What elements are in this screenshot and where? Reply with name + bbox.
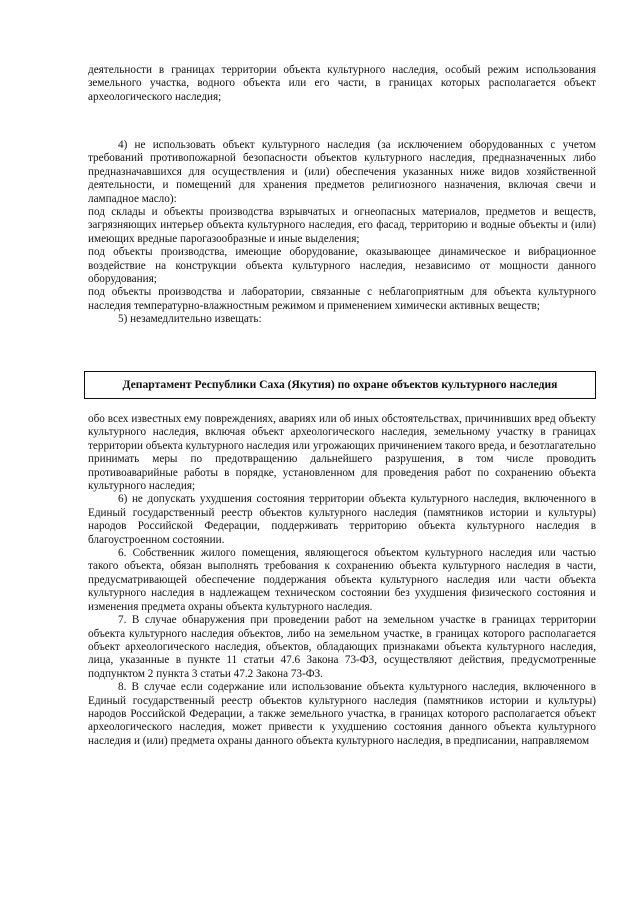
paragraph-point-7: 7. В случае обнаружения при проведении работ на земельном участке в границах территории объекта культурного наследия объектов, либо на земельном участке, в границах которого располагается объект археологического наследия, объектов, обладающих признаками объекта культурного наследия, лица, указанные в пункте 11 статьи 47.6 Закона 73-ФЗ, осуществляют действия, предусмотренные подпунктом 2 пункта 3 статьи 47.2 Закона 73-ФЗ. [88,614,596,680]
paragraph-continuation: деятельности в границах территории объекта культурного наследия, особый режим использования земельного участка, водного объекта или его части, в границах которых располагается объект археологического наследия; [88,64,596,103]
paragraph-item-5-continued: обо всех известных ему повреждениях, авариях или об иных обстоятельствах, причинивших вред объекту культурного наследия, включая объект археологического наследия, земельному участку в границах территории объекта культурного наследия или угрожающих причинением такого вреда, и безотлагательно принимать меры по предотвращению дальнейшего разрушения, в том числе проводить противоаварийные работы в порядке, установленном для проведения работ по сохранению объекта культурного наследия; [88,413,596,493]
authority-name-box: Департамент Республики Саха (Якутия) по охране объектов культурного наследия [84,371,596,399]
paragraph-item-4: 4) не использовать объект культурного наследия (за исключением оборудованных с учетом требований противопожарной безопасности объектов культурного наследия, предназначенных либо предназначавшихся для осуществления и (или) обеспечения указанных ниже видов хозяйственной деятельности, и помещений для хранения предметов религиозного назначения, включая свечи и лампадное масло): [88,139,596,205]
text-block-bottom [88,413,596,748]
paragraph-item-4-sub-a: под склады и объекты производства взрывчатых и огнеопасных материалов, предметов и веществ, загрязняющих интерьер объекта культурного наследия, его фасад, территорию и водные объекты и (или) имеющих вредные парогазообразные и иные выделения; [88,206,596,245]
text-block-item-4-5 [88,139,596,327]
paragraph-item-6: 6) не допускать ухудшения состояния территории объекта культурного наследия, включенного в Единый государственный реестр объектов культурного наследия (памятников истории и культуры) народов Российской Федерации, поддерживать территорию объекта культурного наследия в благоустроенном состоянии. [88,493,596,546]
paragraph-item-5: 5) незамедлительно извещать: [118,313,262,326]
text-block-top [88,64,596,104]
paragraph-item-4-sub-c: под объекты производства и лаборатории, связанные с неблагоприятным для объекта культурного наследия температурно-влажностным режимом и применением химически активных веществ; [88,286,596,312]
paragraph-item-4-sub-b: под объекты производства, имеющие оборудование, оказывающее динамическое и вибрационное воздействие на конструкции объекта культурного наследия, независимо от мощности данного оборудования; [88,246,596,286]
paragraph-point-6: 6. Собственник жилого помещения, являющегося объектом культурного наследия или частью такого объекта, обязан выполнять требования к сохранению объекта культурного наследия в части, предусматривающей обеспечение поддержания объекта культурного наследия или части объекта культурного наследия в надлежащем техническом состоянии без ухудшения физического состояния и изменения предмета охраны объекта культурного наследия. [88,547,596,613]
paragraph-point-8: 8. В случае если содержание или использование объекта культурного наследия, включенного в Единый государственный реестр объектов культурного наследия (памятников истории и культуры) народов Российской Федерации, а также земельного участка, в границах которого располагается объект археологического наследия, может привести к ухудшению состояния данного объекта культурного наследия и (или) предмета охраны данного объекта культурного наследия, в предписании, направляемом [88,681,596,747]
